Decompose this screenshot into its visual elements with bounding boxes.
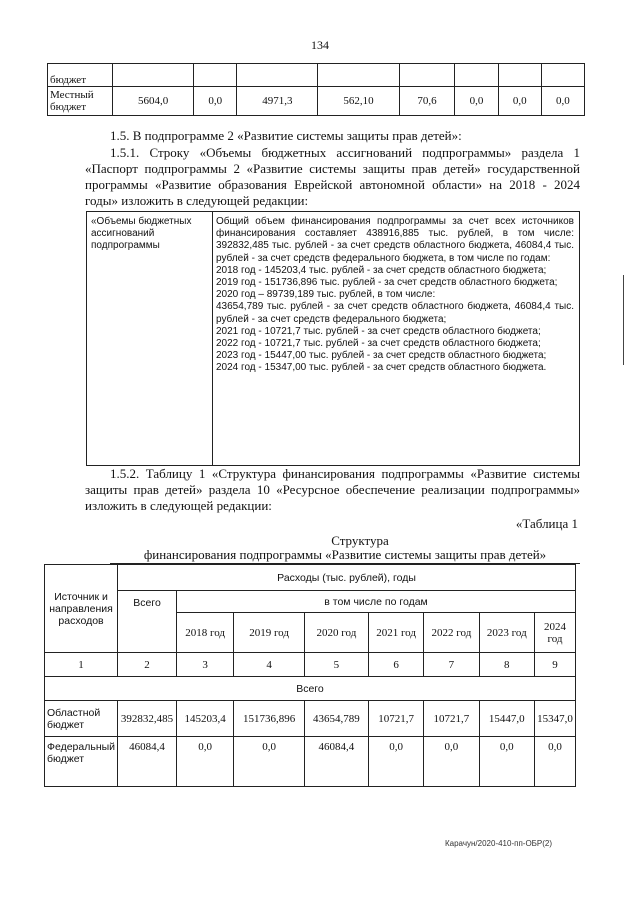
cell: 0,0 xyxy=(479,737,534,787)
cell: 43654,789 xyxy=(304,701,368,737)
cell: 0,0 xyxy=(234,737,305,787)
financing-title: финансирования подпрограммы «Развитие системы защиты прав детей» xyxy=(110,547,580,564)
cell: 46084,4 xyxy=(118,737,177,787)
cell: 0,0 xyxy=(498,87,541,116)
paragraph-1-5-2: 1.5.2. Таблицу 1 «Структура финансирования подпрограммы «Развитие системы защиты прав детей» раздела 10 «Ресурсное обеспечение реализации подпрограммы» изложить в следующей редакции: xyxy=(85,466,580,513)
table-row xyxy=(45,591,576,613)
column-number: 4 xyxy=(234,653,305,677)
cell: 10721,7 xyxy=(368,701,423,737)
cell: 151736,896 xyxy=(234,701,305,737)
column-number: 8 xyxy=(479,653,534,677)
box-line: 43654,789 тыс. рублей - за счет средств областного бюджета, 46084,4 тыс. рублей - за счет средств федерального бюджета; xyxy=(216,301,574,325)
structure-title: Структура xyxy=(331,533,389,548)
column-number: 9 xyxy=(535,653,576,677)
total-header: Всего xyxy=(118,591,177,653)
cell: 0,0 xyxy=(535,737,576,787)
table-row xyxy=(45,737,576,787)
column-number: 7 xyxy=(424,653,479,677)
box-content xyxy=(216,216,574,375)
cell: 392832,485 xyxy=(118,701,177,737)
cell: 0,0 xyxy=(455,87,498,116)
year-header: 2023 год xyxy=(479,613,534,653)
expenses-header: Расходы (тыс. рублей), годы xyxy=(118,565,576,591)
table-row xyxy=(45,701,576,737)
scan-margin-line xyxy=(623,275,624,365)
column-number: 5 xyxy=(304,653,368,677)
row-label: Областной бюджет xyxy=(45,701,118,737)
cell: 0,0 xyxy=(424,737,479,787)
row-label: Федеральный бюджет xyxy=(45,737,118,787)
year-header: 2020 год xyxy=(304,613,368,653)
year-header: 2022 год xyxy=(424,613,479,653)
box-label: «Объемы бюджетных ассигнований подпрограммы xyxy=(91,216,192,251)
cell: 70,6 xyxy=(399,87,455,116)
year-header: 2021 год xyxy=(368,613,423,653)
box-line: Общий объем финансирования подпрограммы за счет всех источников финансирования составляет 438916,885 тыс. рублей, в том числе: 392832,485 тыс. рублей - за счет средств областного бюджета, 46084,4 тыс. рублей - за счет средств федерального бюджета, в том числе по годам: xyxy=(216,216,574,264)
by-years-header: в том числе по годам xyxy=(177,591,576,613)
cell: 0,0 xyxy=(194,87,237,116)
divider xyxy=(212,212,213,465)
column-number: 2 xyxy=(118,653,177,677)
column-number: 1 xyxy=(45,653,118,677)
table-row xyxy=(48,87,585,116)
cell: 0,0 xyxy=(368,737,423,787)
table-row xyxy=(48,64,585,87)
box-line: 2018 год - 145203,4 тыс. рублей - за счет средств областного бюджета; xyxy=(216,264,547,276)
table-row xyxy=(45,565,576,591)
box-line: 2023 год - 15447,00 тыс. рублей - за счет средств областного бюджета; xyxy=(216,350,547,362)
financing-structure-table xyxy=(44,564,576,787)
year-header: 2019 год xyxy=(234,613,305,653)
section-header: Всего xyxy=(45,677,576,701)
row-label: Местный бюджет xyxy=(48,87,113,116)
year-header: 2024 год xyxy=(535,613,576,653)
paragraph-1-5: 1.5. В подпрограмме 2 «Развитие системы защиты прав детей»: xyxy=(110,128,462,143)
table-caption: «Таблица 1 xyxy=(515,516,578,531)
page-number: 134 xyxy=(311,38,329,52)
budget-allocation-box xyxy=(86,211,580,466)
cell: 0,0 xyxy=(541,87,584,116)
cell: 15347,0 xyxy=(535,701,576,737)
cell: 5604,0 xyxy=(113,87,194,116)
cell: 145203,4 xyxy=(177,701,234,737)
year-header: 2018 год xyxy=(177,613,234,653)
box-line: 2021 год - 10721,7 тыс. рублей - за счет средств областного бюджета; xyxy=(216,325,541,337)
box-line: 2024 год - 15347,00 тыс. рублей - за счет средств областного бюджета. xyxy=(216,362,547,374)
column-number: 3 xyxy=(177,653,234,677)
cell: 4971,3 xyxy=(237,87,318,116)
box-line: 2020 год – 89739,189 тыс. рублей, в том числе: xyxy=(216,289,436,301)
row-label: бюджет xyxy=(48,64,113,87)
cell: 0,0 xyxy=(177,737,234,787)
table-row xyxy=(45,677,576,701)
table-row xyxy=(45,653,576,677)
document-stamp: Карачун/2020-410-пп-ОБР(2) xyxy=(445,839,553,848)
column-number: 6 xyxy=(368,653,423,677)
source-header: Источник и направления расходов xyxy=(45,565,118,653)
cell: 46084,4 xyxy=(304,737,368,787)
box-line: 2019 год - 151736,896 тыс. рублей - за счет средств областного бюджета; xyxy=(216,277,558,289)
cell: 10721,7 xyxy=(424,701,479,737)
box-line: 2022 год - 10721,7 тыс. рублей - за счет средств областного бюджета; xyxy=(216,338,541,350)
top-budget-table xyxy=(47,63,585,116)
paragraph-1-5-1: 1.5.1. Строку «Объемы бюджетных ассигнований подпрограммы» раздела 1 «Паспорт подпрограммы 2 «Развитие системы защиты прав детей» государственной программы «Развитие образования Еврейской автономной области» на 2018 - 2024 годы» изложить в следующей редакции: xyxy=(85,145,580,208)
cell: 15447,0 xyxy=(479,701,534,737)
cell: 562,10 xyxy=(318,87,399,116)
